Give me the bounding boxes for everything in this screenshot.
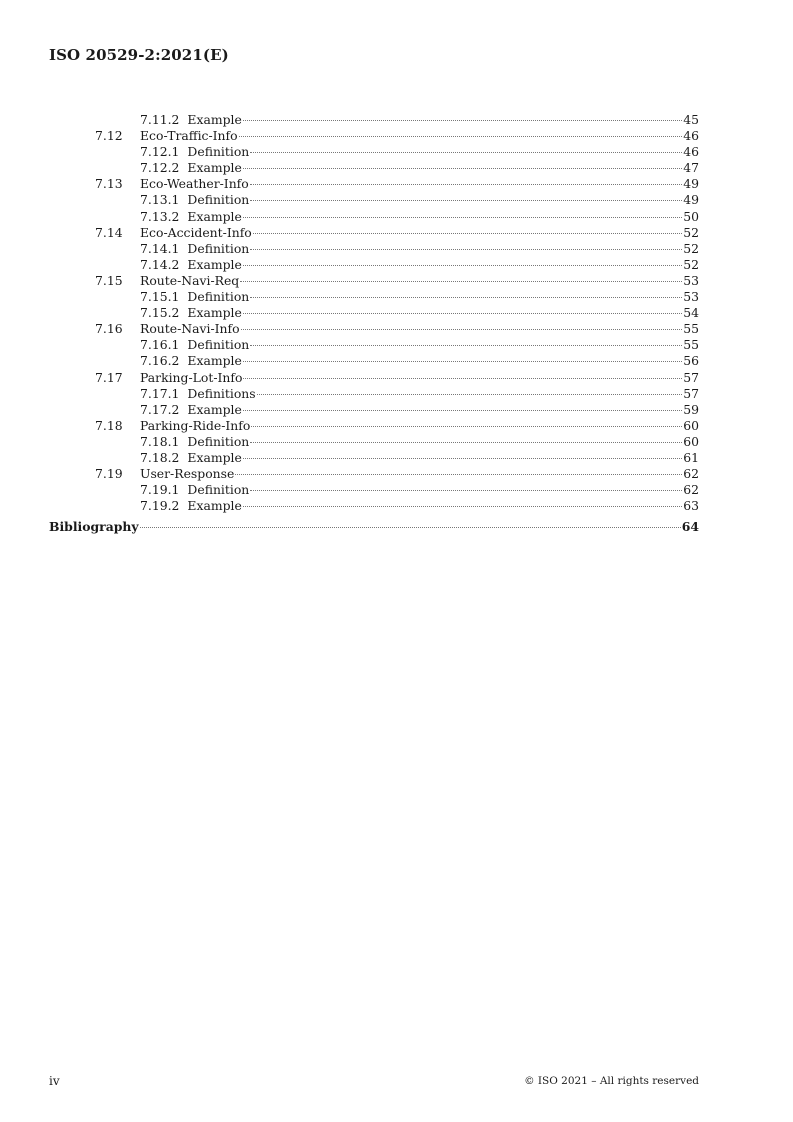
toc-leader-dots [239, 136, 683, 137]
toc-entry-title: Definition [187, 482, 250, 498]
toc-entry-number: 7.18 [95, 417, 123, 433]
toc-entry-page: 60 [683, 417, 699, 433]
page-number: iv [49, 1074, 60, 1088]
toc-entry-number: 7.15.2 [140, 305, 180, 321]
toc-entry-number: 7.12.1 [140, 144, 180, 160]
toc-leader-dots [257, 394, 683, 395]
toc-leader-dots [235, 474, 682, 475]
toc-entry-number: 7.16 [95, 321, 123, 337]
toc-entry[interactable] [49, 160, 699, 176]
toc-leader-dots [243, 361, 682, 362]
toc-entry-number: 7.18.1 [140, 433, 180, 449]
toc-leader-dots [243, 506, 682, 507]
toc-entry[interactable] [49, 209, 699, 225]
toc-entry-bibliography[interactable] [49, 519, 699, 535]
toc-entry-page: 57 [683, 385, 699, 401]
toc-entry-number: 7.16.2 [140, 353, 180, 369]
toc-entry[interactable] [49, 273, 699, 289]
toc-leader-dots [243, 458, 682, 459]
toc-entry-number: 7.12 [95, 128, 123, 144]
toc-entry-number: 7.19.1 [140, 482, 180, 498]
toc-entry[interactable] [49, 337, 699, 353]
toc-entry[interactable] [49, 450, 699, 466]
toc-entry-number: 7.11.2 [140, 112, 180, 127]
toc-entry[interactable] [49, 192, 699, 208]
toc-entry-page: 55 [683, 337, 699, 353]
toc-entry[interactable] [49, 321, 699, 337]
toc-entry[interactable] [49, 144, 699, 160]
toc-entry-title: Eco-Accident-Info [140, 224, 252, 240]
toc-entry-number: 7.14.2 [140, 256, 180, 272]
toc-entry-number: 7.17.2 [140, 401, 180, 417]
toc-entry-number: 7.15 [95, 272, 123, 288]
toc-entry-page: 45 [683, 112, 699, 127]
toc-entry-page: 47 [683, 160, 699, 176]
toc-entry-title: Parking-Lot-Info [140, 369, 243, 385]
toc-entry-title: User-Response [140, 466, 235, 482]
toc-entry-title: Example [187, 305, 242, 321]
toc-entry-title: Definition [187, 289, 250, 305]
toc-leader-dots [251, 426, 682, 427]
toc-entry-number: 7.18.2 [140, 449, 180, 465]
toc-entry-page: 52 [683, 240, 699, 256]
toc-entry[interactable] [49, 112, 699, 128]
toc-entry-title: Example [187, 498, 242, 514]
toc-entry-title: Parking-Ride-Info [140, 417, 251, 433]
toc-entry-page: 50 [683, 208, 699, 224]
toc-entry-number: 7.19.2 [140, 498, 180, 514]
toc-entry-title: Eco-Traffic-Info [140, 128, 238, 144]
toc-entry[interactable] [49, 386, 699, 402]
toc-entry-page: 59 [683, 401, 699, 417]
toc-entry-title: Example [187, 401, 242, 417]
toc-leader-dots [253, 233, 682, 234]
toc-entry-title: Definition [187, 433, 250, 449]
toc-entry-number: 7.13.2 [140, 208, 180, 224]
toc-entry-number: 7.13.1 [140, 192, 180, 208]
toc-entry[interactable] [49, 257, 699, 273]
toc-entry-title: Definition [187, 144, 250, 160]
toc-entry-page: 52 [683, 256, 699, 272]
toc-entry-page: 56 [683, 353, 699, 369]
toc-entry[interactable] [49, 466, 699, 482]
toc-entry[interactable] [49, 353, 699, 369]
table-of-contents [49, 112, 699, 535]
toc-entry-title: Definition [187, 240, 250, 256]
toc-entry-title: Example [187, 256, 242, 272]
toc-entry[interactable] [49, 370, 699, 386]
toc-entry-number: 7.17.1 [140, 385, 180, 401]
toc-entry-title: Route-Navi-Req [140, 272, 240, 288]
toc-entry[interactable] [49, 418, 699, 434]
toc-entry-title: Definition [187, 192, 250, 208]
toc-entry-page: 53 [683, 289, 699, 305]
toc-entry-page: 62 [683, 466, 699, 482]
toc-entry[interactable] [49, 482, 699, 498]
toc-entry-number: 7.13 [95, 176, 123, 192]
toc-entry-title: Eco-Weather-Info [140, 176, 249, 192]
toc-leader-dots [243, 410, 682, 411]
toc-entry-page: 62 [683, 482, 699, 498]
toc-entry-page: 60 [683, 433, 699, 449]
toc-entry-page: 49 [683, 192, 699, 208]
toc-entry[interactable] [49, 498, 699, 514]
toc-entry[interactable] [49, 434, 699, 450]
toc-entry-page: 49 [683, 176, 699, 192]
toc-entry-page: 63 [683, 498, 699, 514]
toc-entry[interactable] [49, 241, 699, 257]
toc-entry[interactable] [49, 225, 699, 241]
toc-leader-dots [243, 378, 682, 379]
toc-entry-title: Example [187, 112, 242, 127]
toc-entry-page: 46 [683, 144, 699, 160]
document-id-header: ISO 20529-2:2021(E) [49, 46, 229, 64]
toc-entry-page: 54 [683, 305, 699, 321]
copyright-notice: © ISO 2021 – All rights reserved [524, 1075, 699, 1087]
toc-entry[interactable] [49, 289, 699, 305]
toc-leader-dots [250, 200, 682, 201]
toc-entry-title: Example [187, 449, 242, 465]
toc-entry-number: 7.14 [95, 224, 123, 240]
toc-entry-title: Definition [187, 337, 250, 353]
toc-leader-dots [250, 442, 682, 443]
toc-leader-dots [243, 120, 682, 121]
toc-leader-dots [250, 184, 682, 185]
toc-leader-dots [250, 490, 682, 491]
toc-entry-page: 64 [681, 519, 699, 535]
toc-entry-page: 55 [683, 321, 699, 337]
toc-entry-page: 61 [683, 449, 699, 465]
toc-entry[interactable] [49, 402, 699, 418]
toc-entries [49, 112, 699, 514]
toc-leader-dots [250, 249, 682, 250]
toc-entry-page: 52 [683, 224, 699, 240]
toc-leader-dots [240, 281, 682, 282]
toc-leader-dots [243, 265, 682, 266]
toc-leader-dots [243, 168, 682, 169]
toc-leader-dots [250, 345, 682, 346]
toc-entry-number: 7.15.1 [140, 289, 180, 305]
toc-entry-page: 57 [683, 369, 699, 385]
toc-leader-dots [243, 313, 682, 314]
toc-leader-dots [243, 217, 682, 218]
toc-entry-title: Route-Navi-Info [140, 321, 240, 337]
toc-entry-number: 7.17 [95, 369, 123, 385]
toc-entry-title: Bibliography [49, 519, 139, 535]
toc-entry-page: 46 [683, 128, 699, 144]
toc-entry-title: Example [187, 208, 242, 224]
toc-entry-title: Example [187, 160, 242, 176]
toc-leader-dots [250, 297, 682, 298]
toc-entry-title: Definitions [187, 385, 256, 401]
toc-leader-dots [140, 527, 681, 528]
toc-entry-number: 7.16.1 [140, 337, 180, 353]
toc-leader-dots [241, 329, 683, 330]
toc-entry[interactable] [49, 176, 699, 192]
toc-leader-dots [250, 152, 682, 153]
toc-entry[interactable] [49, 128, 699, 144]
toc-entry-page: 53 [683, 272, 699, 288]
toc-entry-title: Example [187, 353, 242, 369]
toc-entry-number: 7.14.1 [140, 240, 180, 256]
toc-entry[interactable] [49, 305, 699, 321]
toc-entry-number: 7.19 [95, 466, 123, 482]
toc-entry-number: 7.12.2 [140, 160, 180, 176]
